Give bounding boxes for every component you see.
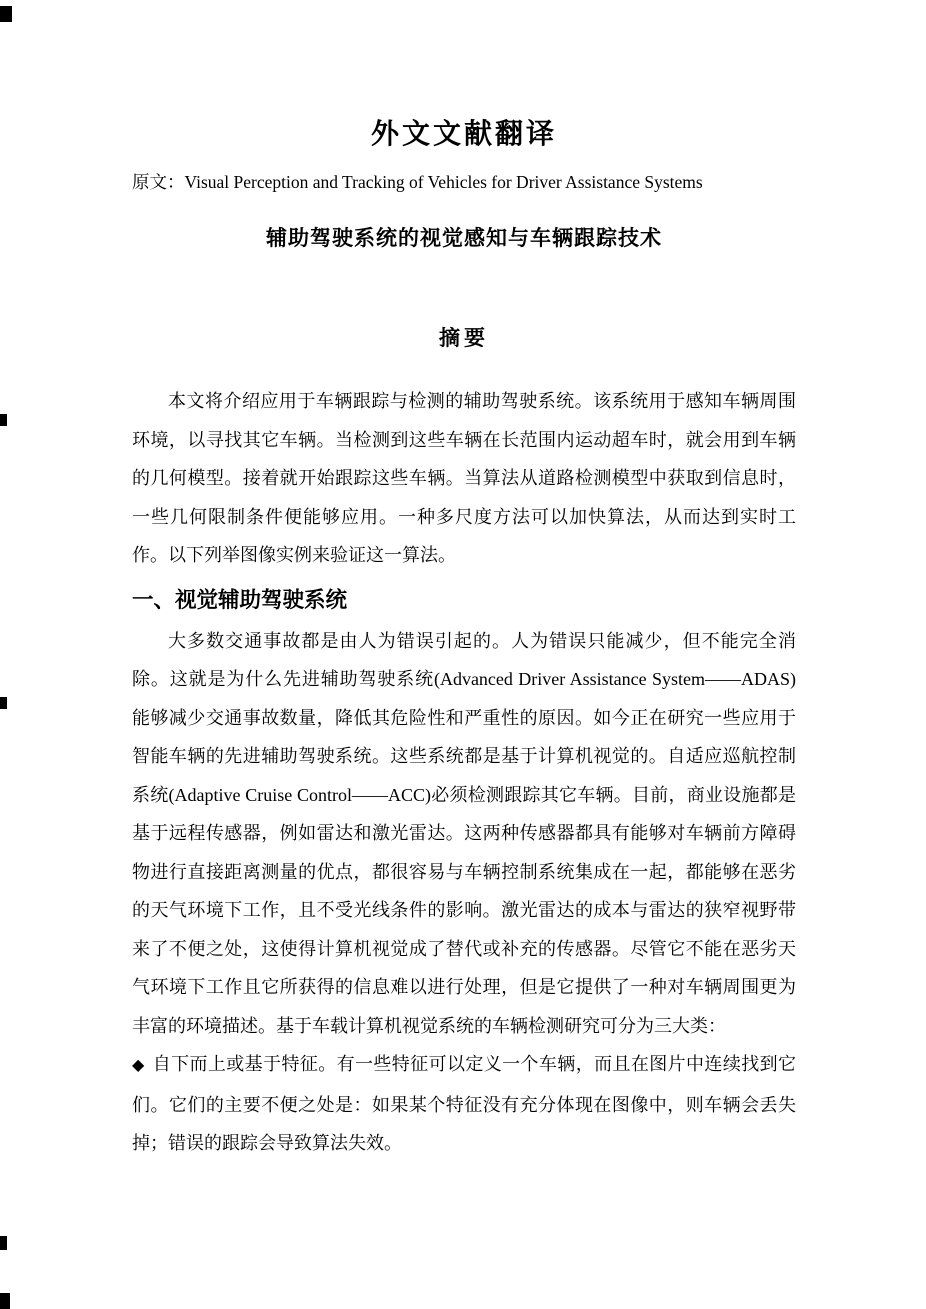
scan-artifact-mark — [0, 1236, 7, 1250]
document-title: 外文文献翻译 — [370, 119, 557, 150]
scan-artifact-mark — [0, 414, 7, 426]
source-label: 原文： — [132, 172, 185, 192]
scan-artifact-mark — [0, 6, 12, 22]
abstract-paragraph: 本文将介绍应用于车辆跟踪与检测的辅助驾驶系统。该系统用于感知车辆周围环境，以寻找其它车辆。当检测到这些车辆在长范围内运动超车时，就会用到车辆的几何模型。接着就开始跟踪这些车辆。当算法从道路检测模型中获取到信息时，一些几何限制条件便能够应用。一种多尺度方法可以加快算法，从而达到实时工作。以下列举图像实例来验证这一算法。 — [132, 391, 796, 565]
section-1-paragraph: 大多数交通事故都是由人为错误引起的。人为错误只能减少，但不能完全消除。这就是为什么先进辅助驾驶系统(Advanced Driver Assistance System——ADAS)能够减少交通事故数量，降低其危险性和严重性的原因。如今正在研究一些应用于智能车辆的先进辅助驾驶系统。这些系统都是基于计算机视觉的。自适应巡航控制系统(Adaptive Cruise Control——ACC)必须检测跟踪其它车辆。目前，商业设施都是基于远程传感器，例如雷达和激光雷达。这两种传感器都具有能够对车辆前方障碍物进行直接距离测量的优点，都很容易与车辆控制系统集成在一起，都能够在恶劣的天气环境下工作，且不受光线条件的影响。激光雷达的成本与雷达的狭窄视野带来了不便之处，这使得计算机视觉成了替代或补充的传感器。尽管它不能在恶劣天气环境下工作且它所获得的信息难以进行处理，但是它提供了一种对车辆周围更为丰富的环境描述。基于车载计算机视觉系统的车辆检测研究可分为三大类： — [132, 630, 796, 1036]
abstract-heading: 摘要 — [439, 327, 489, 350]
diamond-bullet-icon: ◆ — [132, 1057, 145, 1074]
translated-title: 辅助驾驶系统的视觉感知与车辆跟踪技术 — [266, 227, 662, 250]
scan-artifact-mark — [0, 697, 7, 709]
bullet-item-text: 自下而上或基于特征。有一些特征可以定义一个车辆，而且在图片中连续找到它们。它们的主要不便之处是：如果某个特征没有充分体现在图像中，则车辆会丢失掉；错误的跟踪会导致算法失效。 — [132, 1054, 796, 1153]
source-line — [132, 168, 796, 196]
bullet-list-item — [132, 1045, 796, 1163]
scan-artifact-mark — [0, 1293, 10, 1309]
section-1-heading: 一、视觉辅助驾驶系统 — [132, 587, 348, 612]
source-title-english: Visual Perception and Tracking of Vehicles for Driver Assistance Systems — [184, 172, 703, 192]
